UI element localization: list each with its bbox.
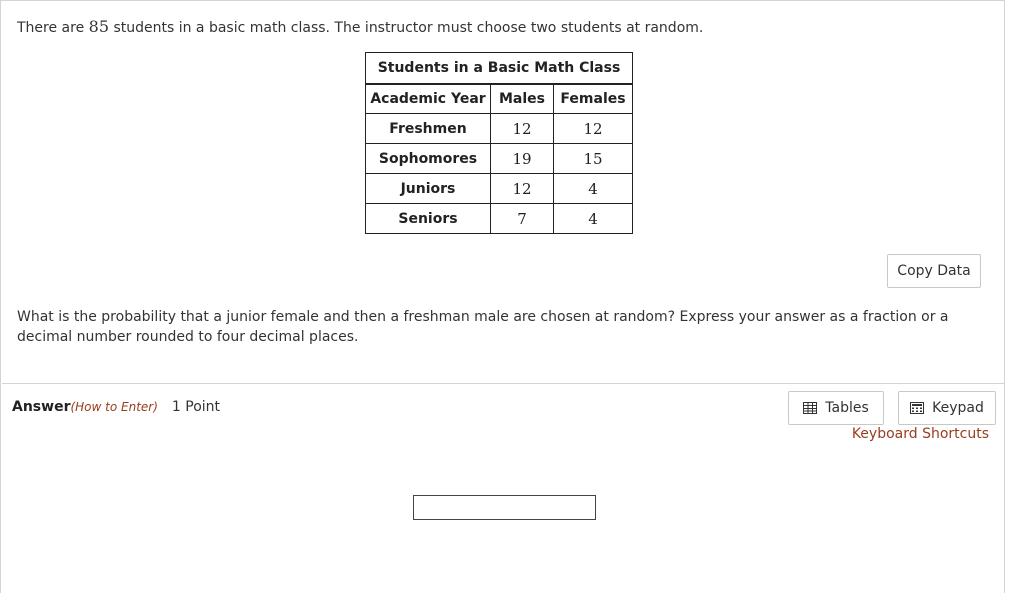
keypad-label: Keypad [932,400,984,416]
keyboard-shortcuts-link[interactable]: Keyboard Shortcuts [851,426,989,442]
tables-label: Tables [825,400,869,416]
tables-button[interactable] [788,391,884,425]
answer-input[interactable] [413,495,596,520]
row-males: 12 [491,114,554,144]
student-count: 85 [88,17,109,36]
row-females: 15 [554,144,633,174]
how-to-enter-link[interactable]: (How to Enter) [70,400,158,414]
intro-after: students in a basic math class. The instructor must choose two students at random. [109,20,704,36]
points-label: 1 Point [171,399,221,415]
row-males: 12 [491,174,554,204]
header-females: Females [554,84,633,114]
table-row [366,204,633,234]
row-year: Freshmen [366,114,491,144]
header-males: Males [491,84,554,114]
row-year: Sophomores [366,144,491,174]
header-academic-year: Academic Year [366,84,491,114]
table-row [366,174,633,204]
answer-header [12,399,220,415]
row-year: Seniors [366,204,491,234]
row-males: 19 [491,144,554,174]
problem-intro [17,17,703,36]
calculator-icon [910,402,924,414]
data-table [365,52,633,234]
copy-data-button[interactable]: Copy Data [887,254,981,288]
row-females: 12 [554,114,633,144]
table-row [366,114,633,144]
section-divider [2,383,1005,384]
table-grid-icon [803,402,817,414]
row-females: 4 [554,174,633,204]
answer-label: Answer [12,399,71,415]
row-males: 7 [491,204,554,234]
row-year: Juniors [366,174,491,204]
row-females: 4 [554,204,633,234]
table-row [366,144,633,174]
intro-before: There are [17,20,89,36]
question-text: What is the probability that a junior female and then a freshman male are chosen at random? Express your answer as a fraction or a decimal number rounded to four decimal places. [17,309,949,345]
table-title: Students in a Basic Math Class [366,53,633,84]
keypad-button[interactable] [898,391,996,425]
